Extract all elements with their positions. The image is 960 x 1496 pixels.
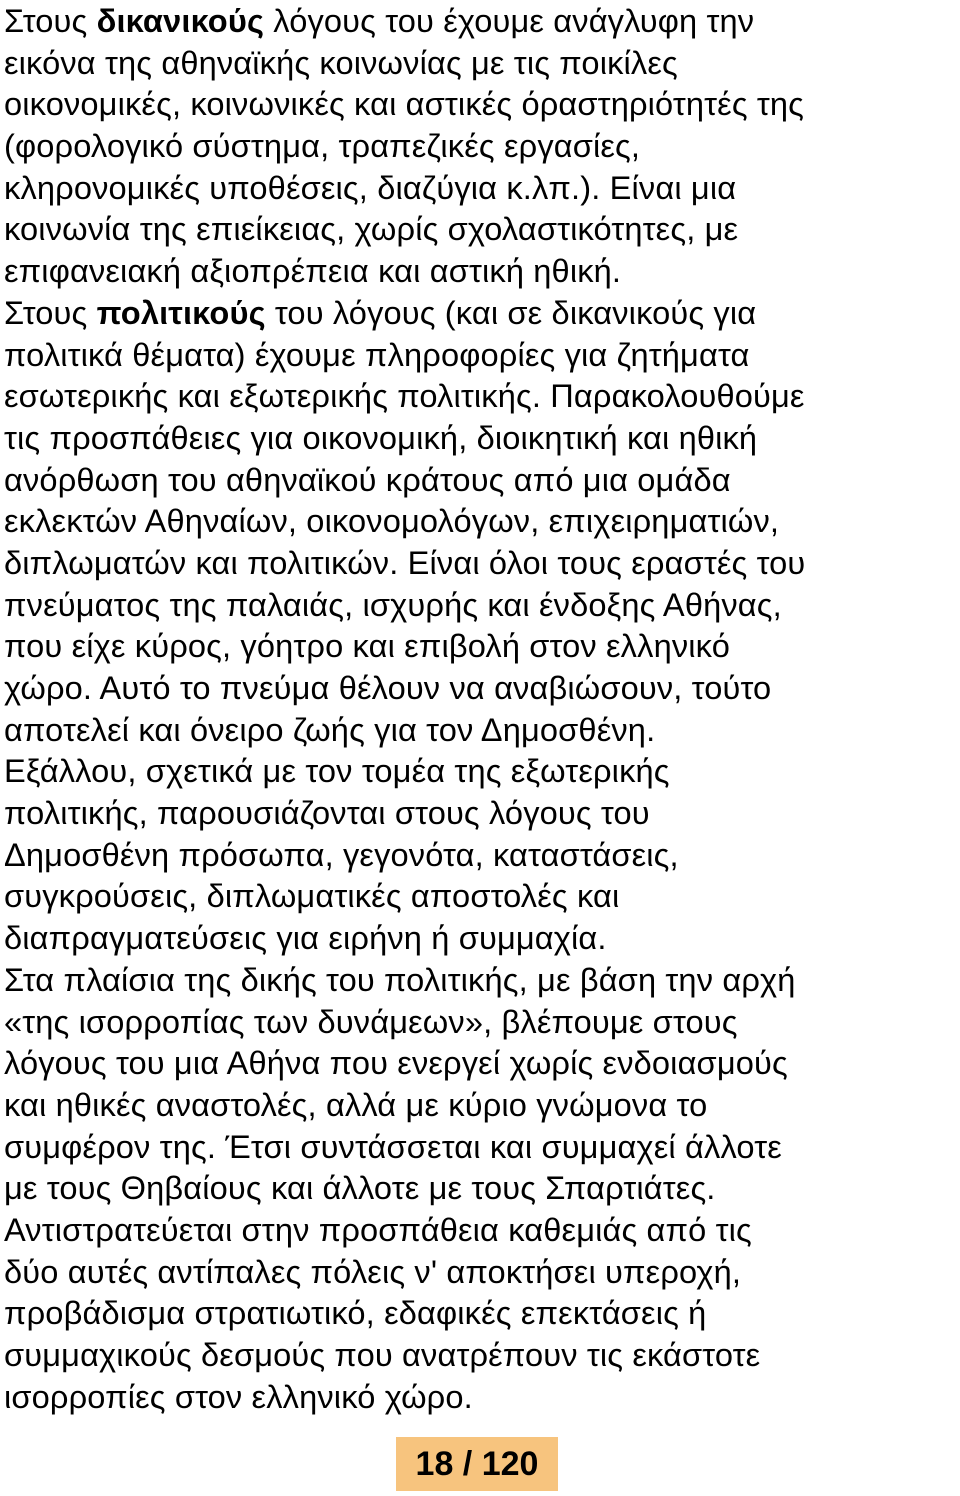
text-line (4, 1376, 960, 1418)
text-line (4, 792, 960, 834)
text-segment: λόγους του μια Αθήνα που ενεργεί χωρίς ενδοιασμούς (4, 1044, 788, 1082)
text-segment: ανόρθωση του αθηναϊκού κράτους από μια ομάδα (4, 460, 731, 498)
text-line (4, 417, 960, 459)
text-line (4, 1001, 960, 1043)
text-line (4, 42, 960, 84)
text-line (4, 834, 960, 876)
document-page (4, 0, 960, 1496)
text-line (4, 875, 960, 917)
text-segment: συγκρούσεις, διπλωματικές αποστολές και (4, 877, 620, 915)
text-line (4, 1084, 960, 1126)
text-line (4, 750, 960, 792)
text-segment: πολιτικής, παρουσιάζονται στους λόγους του (4, 794, 650, 832)
body-text (4, 0, 960, 1417)
text-line (4, 1126, 960, 1168)
text-line (4, 0, 960, 42)
text-segment: δύο αυτές αντίπαλες πόλεις ν' αποκτήσει υπεροχή, (4, 1252, 742, 1290)
text-segment: τις προσπάθειες για οικονομική, διοικητική και ηθική (4, 418, 758, 456)
text-segment: (φορολογικό σύστημα, τραπεζικές εργασίες, (4, 127, 641, 165)
text-segment: του λόγους (και σε δικανικούς για (265, 293, 757, 331)
text-segment: που είχε κύρος, γόητρο και επιβολή στον ελληνικό (4, 627, 730, 665)
text-line (4, 584, 960, 626)
text-line (4, 125, 960, 167)
text-segment: εσωτερικής και εξωτερικής πολιτικής. Παρακολουθούμε (4, 377, 805, 415)
text-segment: προβάδισμα στρατιωτικό, εδαφικές επεκτάσεις ή (4, 1294, 707, 1332)
text-segment: διαπραγματεύσεις για ειρήνη ή συμμαχία. (4, 919, 607, 957)
text-segment: Στα πλαίσια της δικής του πολιτικής, με βάση την αρχή (4, 960, 796, 998)
page-indicator: 18 / 120 (396, 1437, 558, 1491)
text-segment: συμμαχικούς δεσμούς που ανατρέπουν τις εκάστοτε (4, 1336, 761, 1373)
text-segment: Εξάλλου, σχετικά με τον τομέα της εξωτερικής (4, 752, 670, 790)
text-line (4, 1251, 960, 1293)
text-line (4, 1292, 960, 1334)
text-line (4, 167, 960, 209)
text-segment: λόγους του έχουμε ανάγλυφη την (264, 2, 755, 39)
text-segment: εικόνα της αθηναϊκής κοινωνίας με τις ποικίλες (4, 43, 678, 81)
text-line (4, 542, 960, 584)
text-line (4, 917, 960, 959)
text-segment: διπλωματών και πολιτικών. Είναι όλοι τους εραστές του (4, 543, 806, 581)
text-segment: επιφανειακή αξιοπρέπεια και αστική ηθική. (4, 252, 622, 290)
text-segment: πνεύματος της παλαιάς, ισχυρής και ένδοξης Αθήνας, (4, 585, 782, 623)
text-line (4, 334, 960, 376)
text-line (4, 459, 960, 501)
text-line (4, 1334, 960, 1376)
text-line (4, 1167, 960, 1209)
text-line (4, 250, 960, 292)
text-line (4, 1042, 960, 1084)
text-segment: Στους (4, 2, 97, 39)
text-line (4, 375, 960, 417)
text-segment: «της ισορροπίας των δυνάμεων», βλέπουμε στους (4, 1002, 738, 1040)
text-line (4, 1209, 960, 1251)
text-segment: εκλεκτών Αθηναίων, οικονομολόγων, επιχειρηματιών, (4, 502, 780, 540)
text-segment: κοινωνία της επιείκειας, χωρίς σχολαστικότητες, με (4, 210, 739, 248)
text-line (4, 625, 960, 667)
text-line (4, 500, 960, 542)
emphasized-term: δικανικούς (96, 2, 265, 39)
text-segment: και ηθικές αναστολές, αλλά με κύριο γνώμονα το (4, 1085, 708, 1123)
text-segment: Δημοσθένη πρόσωπα, γεγονότα, καταστάσεις, (4, 835, 679, 873)
text-line (4, 208, 960, 250)
text-segment: αποτελεί και όνειρο ζωής για τον Δημοσθένη. (4, 710, 656, 748)
text-line (4, 709, 960, 751)
text-line (4, 83, 960, 125)
text-segment: χώρο. Αυτό το πνεύμα θέλουν να αναβιώσουν, τούτο (4, 669, 772, 706)
emphasized-term: πολιτικούς (96, 293, 266, 331)
text-segment: πολιτικά θέματα) έχουμε πληροφορίες για ζητήματα (4, 335, 750, 373)
text-segment: με τους Θηβαίους και άλλοτε με τους Σπαρτιάτες. (4, 1169, 716, 1207)
text-segment: ισορροπίες στον ελληνικό χώρο. (4, 1377, 473, 1415)
text-segment: οικονομικές, κοινωνικές και αστικές όραστηριότητές της (4, 85, 805, 123)
text-line (4, 667, 960, 709)
text-segment: Στους (4, 293, 97, 331)
text-segment: συμφέρον της. Έτσι συντάσσεται και συμμαχεί άλλοτε (4, 1127, 782, 1165)
text-line (4, 959, 960, 1001)
text-segment: Αντιστρατεύεται στην προσπάθεια καθεμιάς από τις (4, 1210, 752, 1248)
text-line (4, 292, 960, 334)
text-segment: κληρονομικές υποθέσεις, διαζύγια κ.λπ.). Είναι μια (4, 168, 737, 206)
